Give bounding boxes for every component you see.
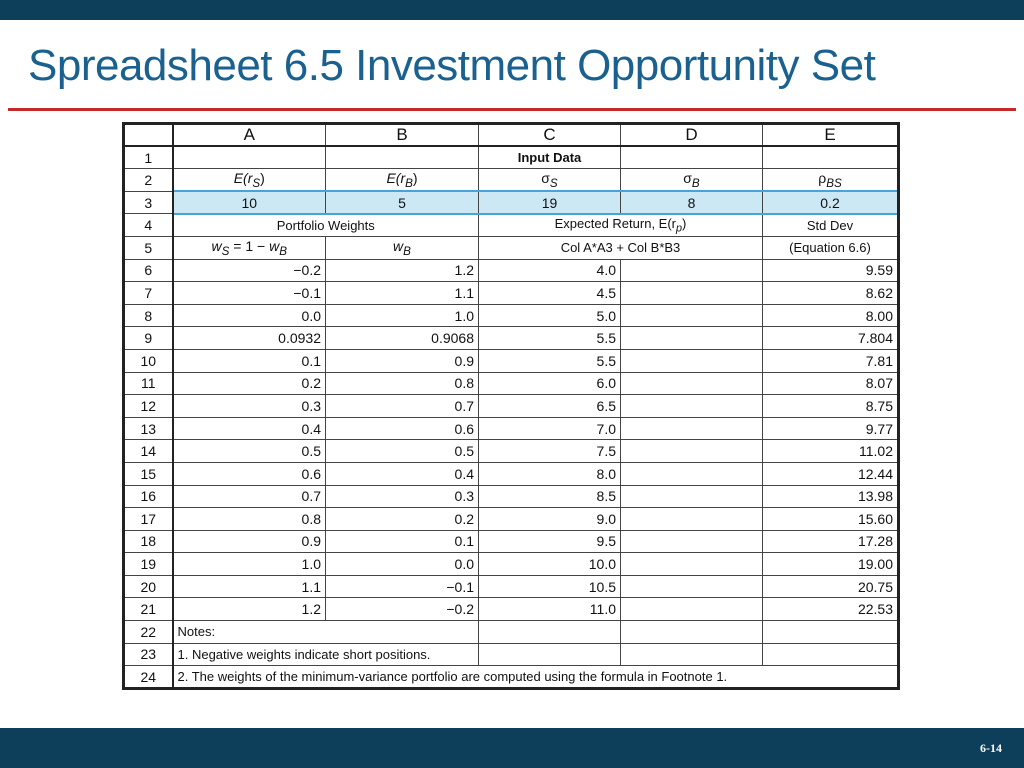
row-5 <box>124 236 899 259</box>
row-number: 4 <box>124 214 173 237</box>
expected-return-cell: 9.5 <box>479 530 621 553</box>
row-number: 11 <box>124 372 173 395</box>
data-row <box>124 372 899 395</box>
expected-return-cell: 5.5 <box>479 327 621 350</box>
weight-b-cell: 1.0 <box>326 304 479 327</box>
cell-c23 <box>479 643 621 666</box>
row-number: 12 <box>124 395 173 418</box>
slide-number: 6-14 <box>980 741 1002 755</box>
weight-s-cell: 0.6 <box>173 462 326 485</box>
cell-e1 <box>763 146 899 169</box>
row-number: 6 <box>124 259 173 282</box>
row-number: 8 <box>124 304 173 327</box>
input-sigma-s: 19 <box>479 191 621 214</box>
weight-s-cell: 0.4 <box>173 417 326 440</box>
empty-cell <box>621 327 763 350</box>
portfolio-weights-label: Portfolio Weights <box>173 214 479 237</box>
data-row <box>124 508 899 531</box>
row-4 <box>124 214 899 237</box>
row-number: 2 <box>124 169 173 192</box>
input-e-rs: 10 <box>173 191 326 214</box>
weight-s-cell: 0.7 <box>173 485 326 508</box>
cell-c22 <box>479 621 621 644</box>
std-dev-cell: 22.53 <box>763 598 899 621</box>
notes-title: Notes: <box>173 621 479 644</box>
data-row <box>124 575 899 598</box>
std-dev-cell: 11.02 <box>763 440 899 463</box>
weight-s-cell: 0.0932 <box>173 327 326 350</box>
top-bar <box>0 0 1024 20</box>
data-row <box>124 259 899 282</box>
data-row <box>124 462 899 485</box>
data-row <box>124 553 899 576</box>
empty-cell <box>621 598 763 621</box>
empty-cell <box>621 417 763 440</box>
cell-e22 <box>763 621 899 644</box>
column-header-c: C <box>479 124 621 147</box>
std-dev-cell: 15.60 <box>763 508 899 531</box>
std-dev-cell: 19.00 <box>763 553 899 576</box>
std-dev-cell: 17.28 <box>763 530 899 553</box>
weight-b-cell: 0.3 <box>326 485 479 508</box>
expected-return-cell: 10.0 <box>479 553 621 576</box>
std-dev-cell: 12.44 <box>763 462 899 485</box>
row-number: 22 <box>124 621 173 644</box>
row-number: 9 <box>124 327 173 350</box>
weight-b-cell: 0.7 <box>326 395 479 418</box>
expected-return-cell: 5.5 <box>479 349 621 372</box>
empty-cell <box>621 553 763 576</box>
std-dev-cell: 7.804 <box>763 327 899 350</box>
column-header-a: A <box>173 124 326 147</box>
empty-cell <box>621 440 763 463</box>
weight-b-cell: 0.0 <box>326 553 479 576</box>
row-number: 18 <box>124 530 173 553</box>
empty-cell <box>621 282 763 305</box>
expected-return-cell: 11.0 <box>479 598 621 621</box>
data-row <box>124 282 899 305</box>
bottom-bar <box>0 728 1024 768</box>
weight-s-cell: −0.2 <box>173 259 326 282</box>
std-dev-cell: 8.75 <box>763 395 899 418</box>
row-number: 13 <box>124 417 173 440</box>
expected-return-formula: Col A*A3 + Col B*B3 <box>479 236 763 259</box>
expected-return-cell: 8.0 <box>479 462 621 485</box>
data-row <box>124 417 899 440</box>
weight-s-cell: 0.9 <box>173 530 326 553</box>
data-row <box>124 598 899 621</box>
row-24 <box>124 666 899 689</box>
empty-cell <box>621 372 763 395</box>
data-row <box>124 395 899 418</box>
row-number: 19 <box>124 553 173 576</box>
row-23 <box>124 643 899 666</box>
column-header-d: D <box>621 124 763 147</box>
cell-b1 <box>326 146 479 169</box>
note-1: 1. Negative weights indicate short positions. <box>173 643 479 666</box>
expected-return-cell: 7.0 <box>479 417 621 440</box>
std-dev-cell: 13.98 <box>763 485 899 508</box>
weight-s-cell: 1.0 <box>173 553 326 576</box>
cell-d1 <box>621 146 763 169</box>
expected-return-label: Expected Return, $E(r_p)$ <box>479 214 763 237</box>
weight-b-cell: −0.2 <box>326 598 479 621</box>
cell-d22 <box>621 621 763 644</box>
row-number: 15 <box>124 462 173 485</box>
slide-title: Spreadsheet 6.5 Investment Opportunity Set <box>28 41 876 90</box>
std-dev-cell: 8.62 <box>763 282 899 305</box>
weight-b-cell: 0.5 <box>326 440 479 463</box>
row-number: 24 <box>124 666 173 689</box>
weight-b-cell: 0.9 <box>326 349 479 372</box>
row-number: 16 <box>124 485 173 508</box>
column-header-row <box>124 124 899 147</box>
std-dev-formula: (Equation 6.6) <box>763 236 899 259</box>
input-sigma-b: 8 <box>621 191 763 214</box>
expected-return-cell: 6.0 <box>479 372 621 395</box>
weight-b-cell: −0.1 <box>326 575 479 598</box>
empty-cell <box>621 395 763 418</box>
weight-b-label: $w_B$ <box>326 236 479 259</box>
row-3 <box>124 191 899 214</box>
row-number: 21 <box>124 598 173 621</box>
sigma-b-label: $\sigma_B$ <box>621 169 763 192</box>
weight-b-cell: 0.8 <box>326 372 479 395</box>
empty-cell <box>621 530 763 553</box>
expected-return-s-label: $E(r_S)$ <box>173 169 326 192</box>
weight-s-cell: 0.8 <box>173 508 326 531</box>
row-number: 5 <box>124 236 173 259</box>
cell-d23 <box>621 643 763 666</box>
data-row <box>124 485 899 508</box>
empty-cell <box>621 304 763 327</box>
std-dev-cell: 9.59 <box>763 259 899 282</box>
expected-return-b-label: $E(r_B)$ <box>326 169 479 192</box>
row-number: 20 <box>124 575 173 598</box>
note-2: 2. The weights of the minimum-variance portfolio are computed using the formula in Footnote 1. <box>173 666 899 689</box>
row-2 <box>124 169 899 192</box>
weight-b-cell: 0.1 <box>326 530 479 553</box>
expected-return-cell: 5.0 <box>479 304 621 327</box>
std-dev-cell: 9.77 <box>763 417 899 440</box>
weight-s-formula: $w_S = 1 - w_B$ <box>173 236 326 259</box>
weight-b-cell: 1.2 <box>326 259 479 282</box>
empty-cell <box>621 485 763 508</box>
std-dev-cell: 8.00 <box>763 304 899 327</box>
row-1 <box>124 146 899 169</box>
weight-s-cell: −0.1 <box>173 282 326 305</box>
expected-return-cell: 10.5 <box>479 575 621 598</box>
std-dev-cell: 7.81 <box>763 349 899 372</box>
corner-cell <box>124 124 173 147</box>
expected-return-cell: 4.0 <box>479 259 621 282</box>
sigma-s-label: $\sigma_S$ <box>479 169 621 192</box>
empty-cell <box>621 349 763 372</box>
expected-return-cell: 6.5 <box>479 395 621 418</box>
weight-s-cell: 0.3 <box>173 395 326 418</box>
expected-return-cell: 9.0 <box>479 508 621 531</box>
column-header-b: B <box>326 124 479 147</box>
data-row <box>124 349 899 372</box>
weight-s-cell: 0.1 <box>173 349 326 372</box>
expected-return-cell: 4.5 <box>479 282 621 305</box>
row-number: 7 <box>124 282 173 305</box>
input-rho-bs: 0.2 <box>763 191 899 214</box>
row-22 <box>124 621 899 644</box>
expected-return-cell: 7.5 <box>479 440 621 463</box>
weight-b-cell: 0.2 <box>326 508 479 531</box>
weight-b-cell: 0.4 <box>326 462 479 485</box>
row-number: 14 <box>124 440 173 463</box>
title-divider <box>8 108 1016 111</box>
row-number: 3 <box>124 191 173 214</box>
weight-b-cell: 1.1 <box>326 282 479 305</box>
empty-cell <box>621 259 763 282</box>
spreadsheet-table <box>122 122 900 690</box>
weight-s-cell: 1.1 <box>173 575 326 598</box>
row-number: 10 <box>124 349 173 372</box>
data-row <box>124 327 899 350</box>
weight-b-cell: 0.6 <box>326 417 479 440</box>
data-row <box>124 304 899 327</box>
empty-cell <box>621 462 763 485</box>
column-header-e: E <box>763 124 899 147</box>
weight-s-cell: 0.5 <box>173 440 326 463</box>
input-e-rb: 5 <box>326 191 479 214</box>
input-data-label: Input Data <box>479 146 621 169</box>
data-row <box>124 530 899 553</box>
cell-e23 <box>763 643 899 666</box>
std-dev-cell: 8.07 <box>763 372 899 395</box>
expected-return-cell: 8.5 <box>479 485 621 508</box>
weight-s-cell: 1.2 <box>173 598 326 621</box>
cell-a1 <box>173 146 326 169</box>
empty-cell <box>621 508 763 531</box>
weight-s-cell: 0.2 <box>173 372 326 395</box>
std-dev-label: Std Dev <box>763 214 899 237</box>
weight-s-cell: 0.0 <box>173 304 326 327</box>
row-number: 17 <box>124 508 173 531</box>
weight-b-cell: 0.9068 <box>326 327 479 350</box>
data-row <box>124 440 899 463</box>
std-dev-cell: 20.75 <box>763 575 899 598</box>
empty-cell <box>621 575 763 598</box>
row-number: 23 <box>124 643 173 666</box>
row-number: 1 <box>124 146 173 169</box>
spreadsheet <box>122 122 900 716</box>
rho-bs-label: $\rho_{BS}$ <box>763 169 899 192</box>
